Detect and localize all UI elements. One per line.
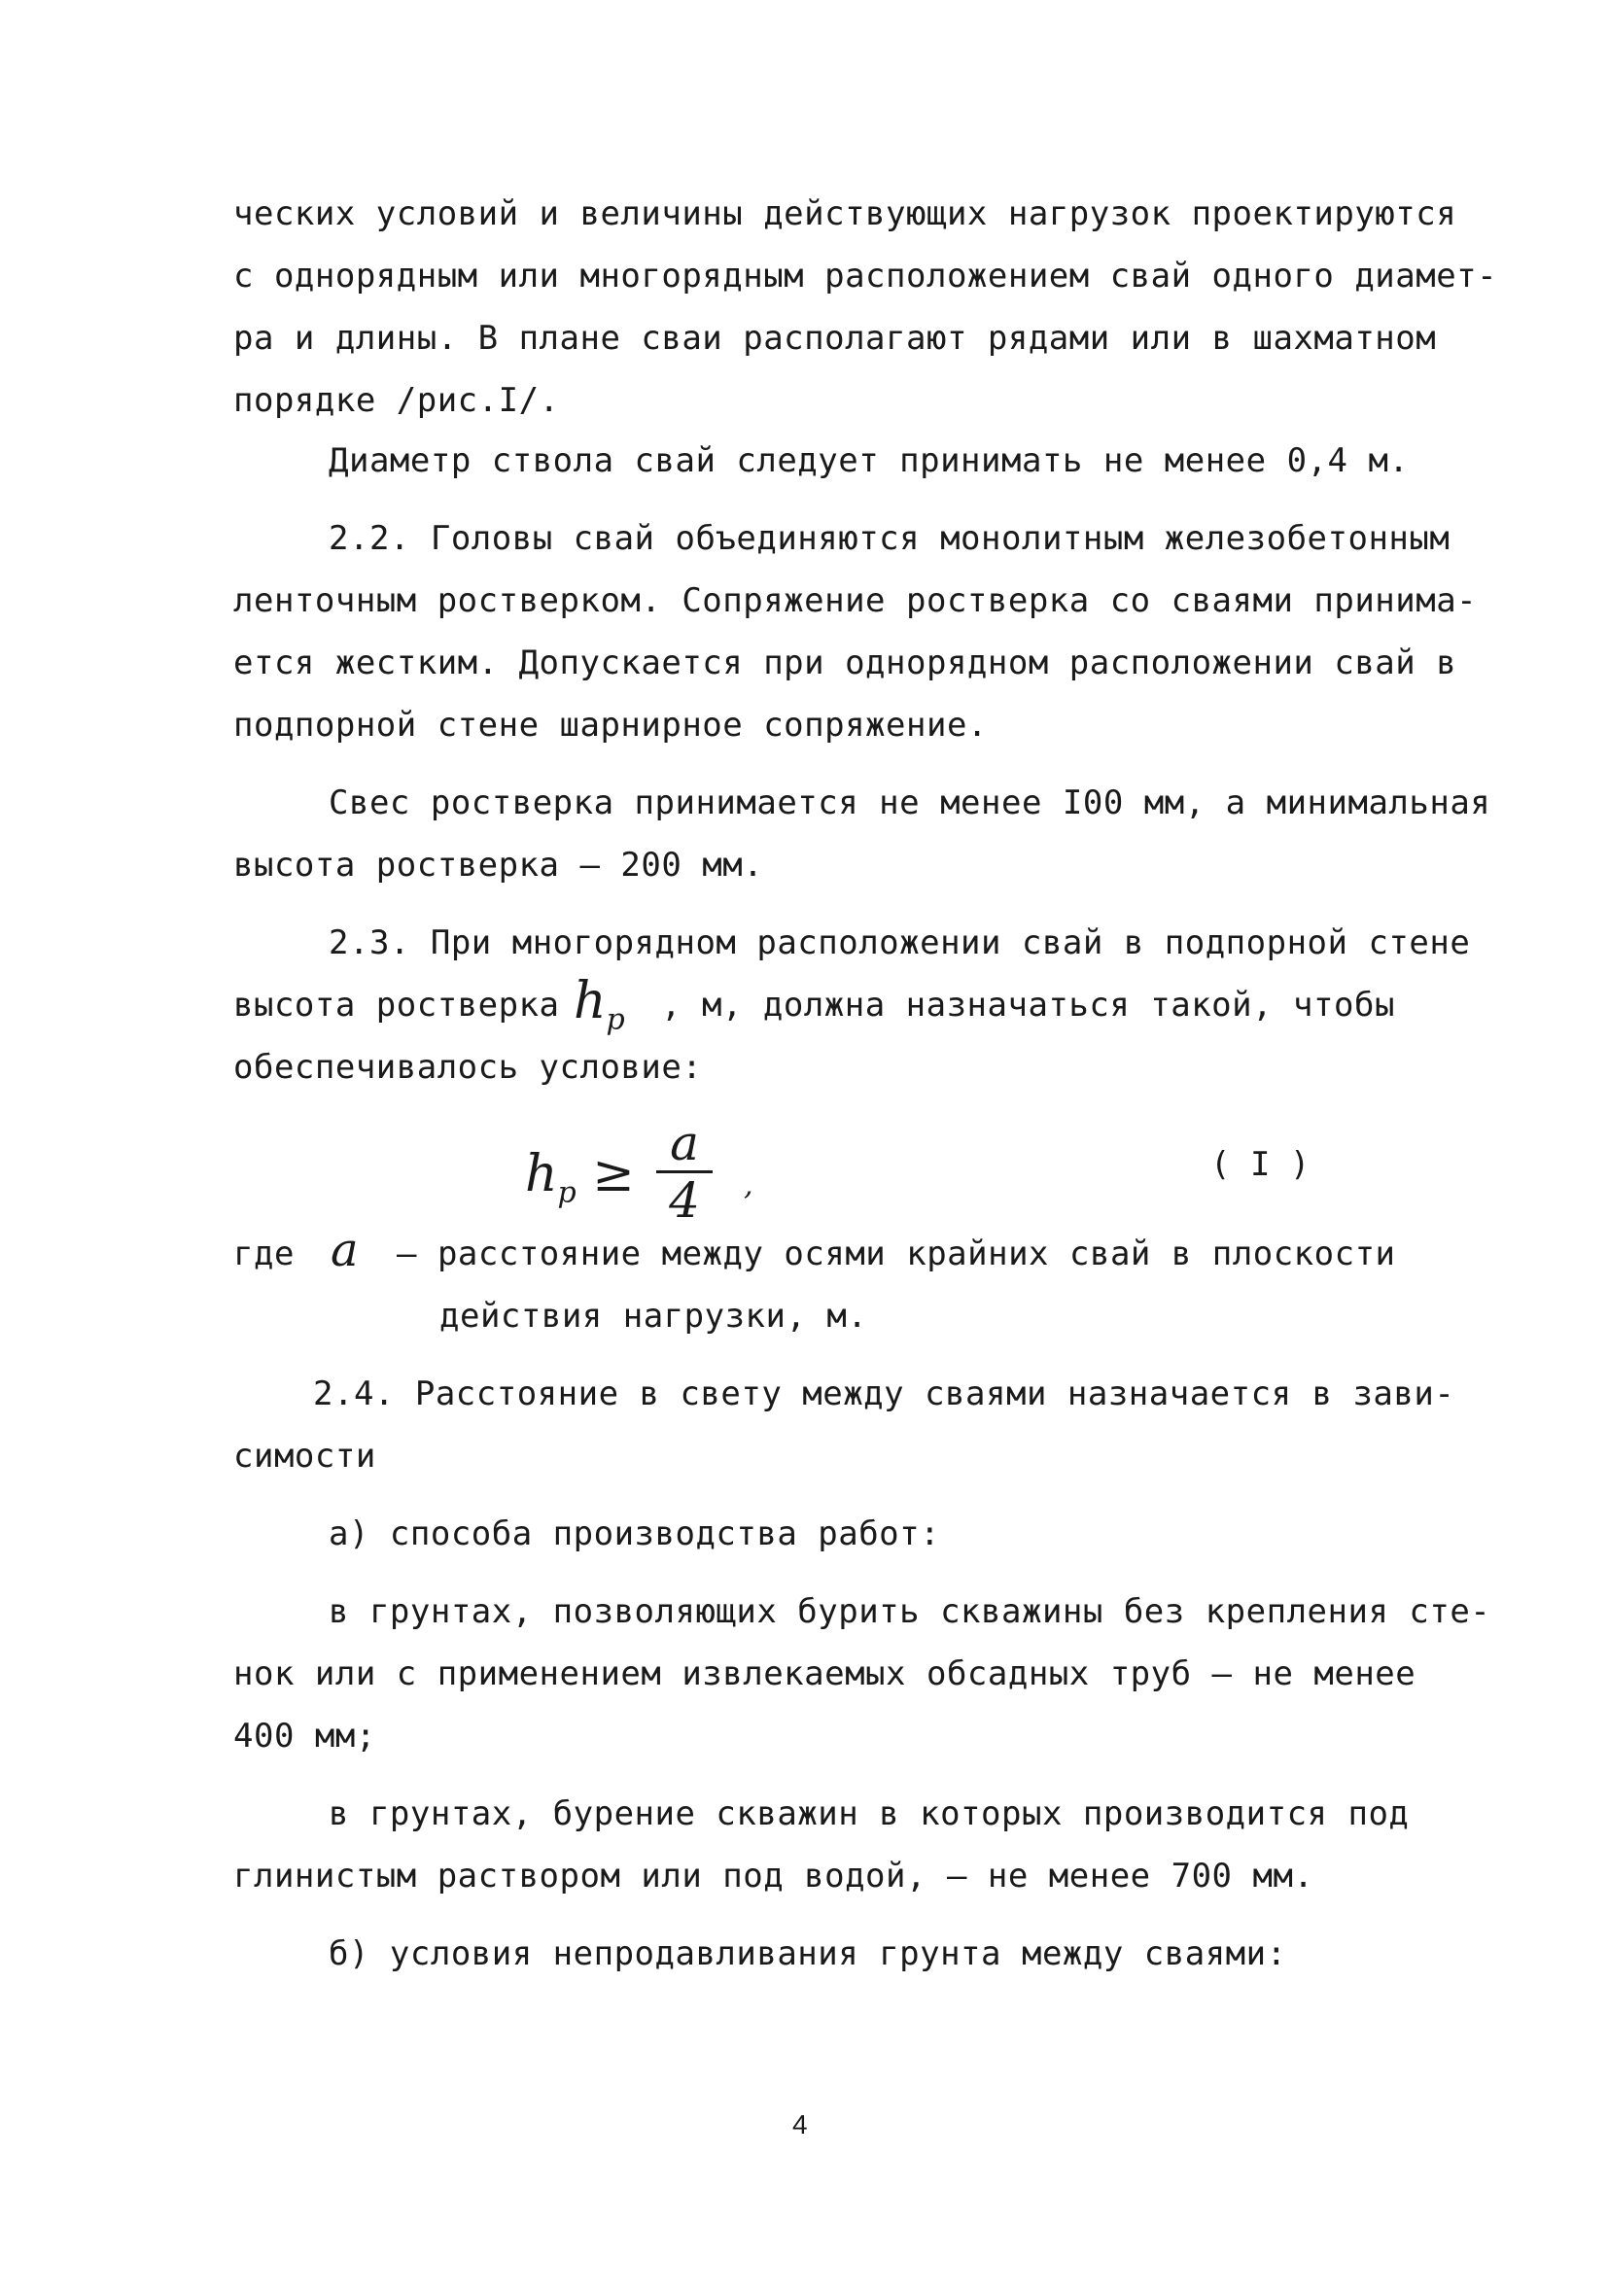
- formula-fraction: [656, 1115, 713, 1229]
- text-line: Диаметр ствола свай следует принимать не менее 0,4 м.: [329, 441, 1410, 480]
- text-line: ется жестким. Допускается при однорядном расположении свай в: [233, 644, 1457, 682]
- text-line: с однорядным или многорядным расположением свай одного диамет-: [233, 257, 1498, 296]
- formula-lhs: [525, 1145, 635, 1222]
- text-line: 2.2. Головы свай объединяются монолитным железобетонным: [329, 519, 1451, 558]
- text-line: 400 мм;: [233, 1717, 376, 1756]
- text-line: 2.3. При многорядном расположении свай в подпорной стене: [329, 923, 1471, 962]
- where-symbol: a: [331, 1223, 359, 1277]
- text-line: – расстояние между осями крайних свай в плоскости: [397, 1235, 1396, 1273]
- formula-trailing: ,: [744, 1168, 753, 1202]
- text-line: б) условия непродавливания грунта между сваями:: [329, 1934, 1287, 1973]
- inline-math-symbol: h: [574, 972, 607, 1030]
- text-line: высота ростверка: [233, 986, 560, 1025]
- text-line: симости: [233, 1437, 376, 1476]
- text-line: а) способа производства работ:: [329, 1514, 941, 1553]
- text-line: порядке /рис.I/.: [233, 381, 560, 420]
- formula-symbol: h: [525, 1145, 558, 1203]
- text-line: обеспечивалось условие:: [233, 1048, 703, 1087]
- text-line: ра и длины. В плане сваи располагают рядами или в шахматном: [233, 319, 1437, 358]
- formula-relation: ≥: [592, 1145, 635, 1203]
- text-line: в грунтах, бурение скважин в которых производится под: [329, 1794, 1410, 1833]
- text-line: в грунтах, позволяющих бурить скважины без крепления сте-: [329, 1592, 1491, 1631]
- text-line: , м, должна назначаться такой, чтобы: [661, 986, 1395, 1025]
- text-line: подпорной стене шарнирное сопряжение.: [233, 706, 988, 745]
- text-line: ческих условий и величины действующих нагрузок проектируются: [233, 194, 1457, 233]
- equation-number: ( I ): [1210, 1145, 1311, 1184]
- text-line: действия нагрузки, м.: [439, 1297, 868, 1336]
- text-line: высота ростверка – 200 мм.: [233, 846, 764, 885]
- text-line: где: [233, 1235, 295, 1273]
- inline-math-hp: [574, 972, 625, 1049]
- text-line: 2.4. Расстояние в свету между сваями назначается в зави-: [313, 1374, 1455, 1413]
- formula-subscript: p: [557, 1175, 577, 1210]
- inline-math-subscript: p: [606, 1002, 625, 1037]
- formula-denominator: 4: [669, 1172, 700, 1229]
- text-line: нок или с применением извлекаемых обсадных труб – не менее: [233, 1654, 1416, 1693]
- text-line: ленточным ростверком. Сопряжение ростверка со сваями принима-: [233, 581, 1478, 620]
- text-line: Свес ростверка принимается не менее I00 мм, а минимальная: [329, 783, 1491, 822]
- formula-numerator: a: [670, 1115, 699, 1171]
- page-number: 4: [792, 2109, 808, 2139]
- text-line: глинистым раствором или под водой, – не менее 700 мм.: [233, 1857, 1314, 1896]
